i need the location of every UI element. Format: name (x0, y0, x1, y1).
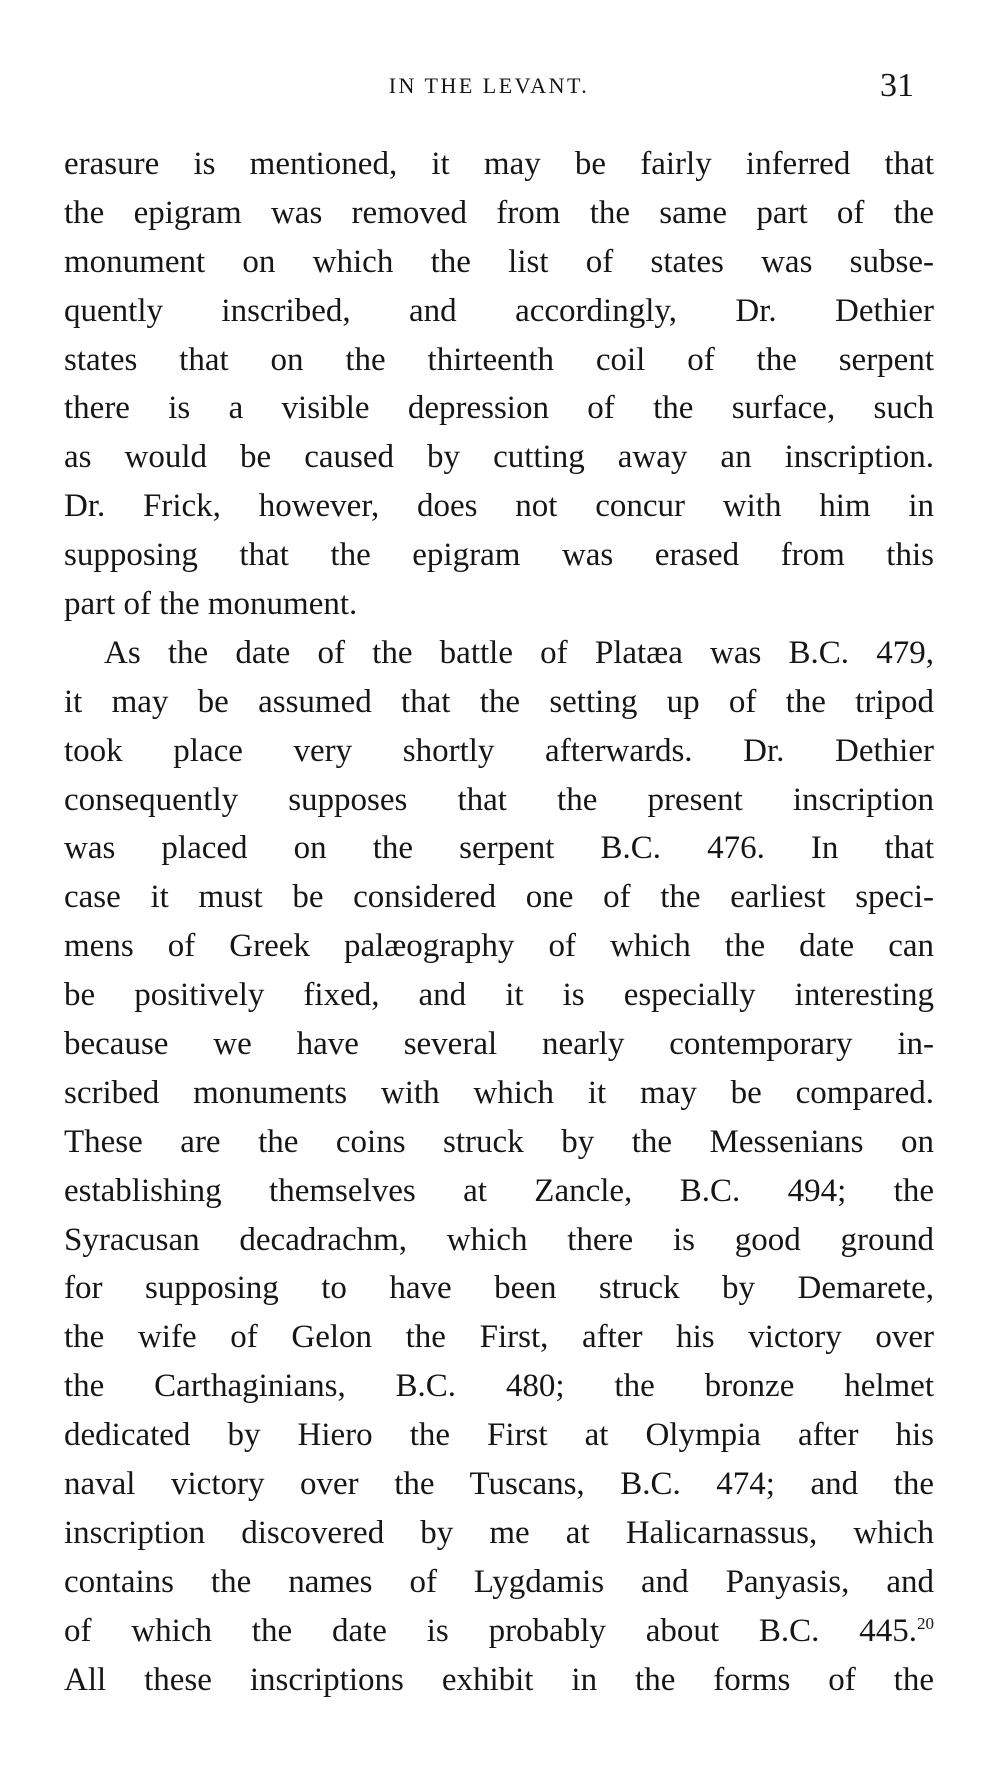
text-line: be positively fixed, and it is especially interesting (64, 977, 934, 1014)
text-line: monument on which the list of states was subse- (64, 243, 934, 280)
running-header (64, 66, 914, 106)
text-line: mens of Greek palæography of which the date can (64, 928, 934, 965)
text-line: states that on the thirteenth coil of the serpent (64, 341, 934, 378)
text-line: dedicated by Hiero the First at Olympia after his (64, 1417, 934, 1454)
text-line: contains the names of Lygdamis and Panyasis, and (64, 1563, 934, 1600)
text-line: part of the monument. (64, 586, 358, 623)
text-line: because we have several nearly contemporary in- (64, 1026, 934, 1063)
text-line: As the date of the battle of Platæa was B.C. 479, (104, 634, 934, 671)
text-line: naval victory over the Tuscans, B.C. 474; and the (64, 1466, 934, 1503)
text-line: the wife of Gelon the First, after his victory over (64, 1319, 934, 1356)
paragraph-1 (64, 140, 934, 629)
running-title: IN THE LEVANT. (388, 73, 590, 98)
text-line: the epigram was removed from the same part of the (64, 194, 934, 231)
text-line: Syracusan decadrachm, which there is good ground (64, 1221, 934, 1258)
text-line: scribed monuments with which it may be compared. (64, 1074, 934, 1111)
text-line: case it must be considered one of the earliest speci- (64, 879, 934, 916)
text-line: the Carthaginians, B.C. 480; the bronze helmet (64, 1368, 934, 1405)
text-line-with-footnote (64, 1607, 934, 1656)
text-line: supposing that the epigram was erased from this (64, 537, 934, 574)
text-line: All these inscriptions exhibit in the forms of the (64, 1661, 934, 1698)
page-number: 31 (880, 67, 914, 104)
text-line: Dr. Frick, however, does not concur with him in (64, 488, 934, 525)
text-line: These are the coins struck by the Messenians on (64, 1123, 934, 1160)
text-line: was placed on the serpent B.C. 476. In that (64, 830, 934, 867)
footnote-reference[interactable]: 20 (917, 1613, 934, 1633)
body-text (64, 140, 934, 1705)
text-line: consequently supposes that the present inscription (64, 781, 934, 818)
paragraph-2 (64, 629, 934, 1705)
text-line: quently inscribed, and accordingly, Dr. Dethier (64, 292, 934, 329)
text-line: inscription discovered by me at Halicarnassus, which (64, 1514, 934, 1551)
text-line: it may be assumed that the setting up of the tripod (64, 683, 934, 720)
text-line: for supposing to have been struck by Demarete, (64, 1270, 934, 1307)
text-line: took place very shortly afterwards. Dr. Dethier (64, 732, 934, 769)
text-line-content: of which the date is probably about B.C. 445. (64, 1612, 917, 1649)
text-line: establishing themselves at Zancle, B.C. 494; the (64, 1172, 934, 1209)
text-line: there is a visible depression of the surface, such (64, 390, 934, 427)
text-line: as would be caused by cutting away an inscription. (64, 439, 934, 476)
text-line: erasure is mentioned, it may be fairly inferred that (64, 146, 934, 182)
